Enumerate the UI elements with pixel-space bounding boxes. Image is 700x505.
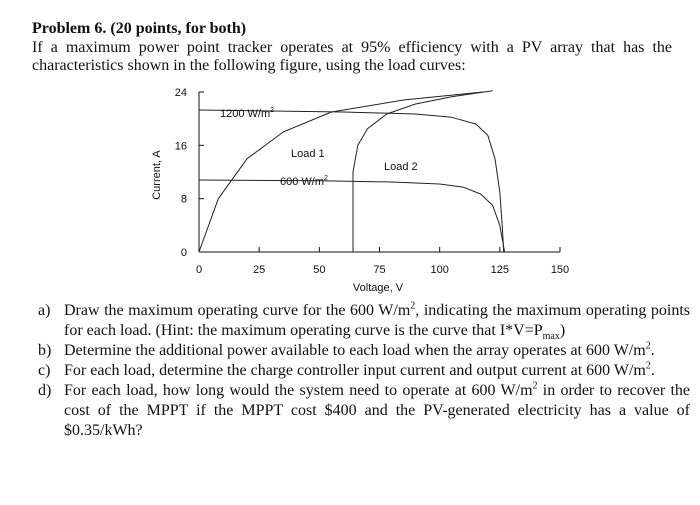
x-tick-label: 125 [490, 264, 510, 276]
question-b: b) Determine the additional power available to each load when the array operates at 600 $W/m^2$. [38, 340, 655, 359]
problem-title: Problem 6. (20 points, for both) [32, 20, 247, 37]
x-tick-label: 0 [195, 264, 203, 276]
x-tick-label: 75 [373, 264, 386, 276]
y-tick-label: 8 [180, 193, 187, 206]
y-axis-label: Current, A [151, 150, 163, 200]
y-tick-label: 24 [174, 87, 187, 99]
series-line-600-w-m-i-v-curve [199, 180, 505, 252]
label-600: 600 $W/m^2$ [280, 175, 328, 188]
question-c: c) For each load, determine the charge controller input current and output current at 600 $W/m^2$. [38, 360, 655, 379]
label-1200: 1200 $W/m^2$ [220, 107, 275, 120]
y-tick-label: 16 [174, 140, 187, 153]
problem-intro: If a maximum power point tracker operates at 95% efficiency with a PV array that has the characteristics shown in the following figure, using the load curves: [32, 39, 672, 74]
question-label: b) [38, 342, 52, 359]
label-load-2: Load 2 [384, 161, 418, 173]
x-tick-label: 100 [430, 264, 449, 276]
x-tick-label: 50 [313, 264, 326, 276]
question-label: c) [38, 362, 51, 379]
x-tick-label: 25 [253, 264, 266, 276]
label-load-1: Load 1 [291, 148, 325, 160]
x-tick-label: 150 [550, 264, 570, 276]
question-label: a) [38, 302, 51, 319]
question-list [38, 301, 690, 441]
question-label: d) [38, 382, 52, 399]
question-d: d) For each load, how long would the system need to operate at 600 $W/m^2$ in order to recover the cost of the MPPT if the MPPT cost $400 and the PV-generated electricity has a value of $0.35/kWh? [38, 380, 691, 439]
y-tick-label: 0 [180, 247, 187, 259]
x-axis-label: Voltage, V [352, 282, 404, 294]
question-a: a) Draw the maximum operating curve for the 600 $W/m^2$, indicating the maximum operating points for each load. (Hint: the maximum operating curve is the curve that $I*V=P_{max}$) [38, 300, 691, 343]
